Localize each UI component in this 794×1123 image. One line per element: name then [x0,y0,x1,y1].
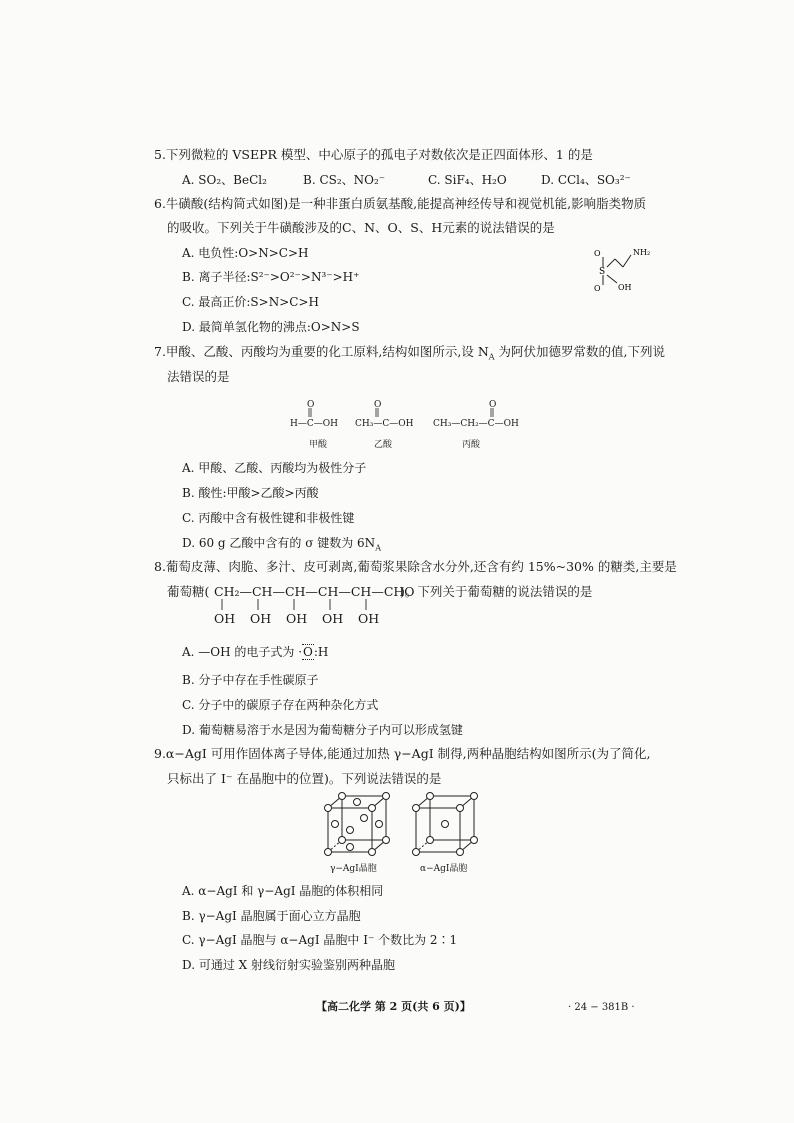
q8-option-c: C. 分子中的碳原子存在两种杂化方式 [182,698,379,712]
glucose-chain: CH₂—CH—CH—CH—CH—CHO [214,584,415,599]
glucose-oh-1: OH [214,611,236,626]
q7-option-a: A. 甲酸、乙酸、丙酸均为极性分子 [182,461,367,475]
q8-stem-line1: 8.葡萄皮薄、肉脆、多汁、皮可剥离,葡萄浆果除含水分外,还含有约 15%~30% 的糖类,主要是 [154,559,677,574]
taurine-oh-label: OH [618,283,632,292]
q5-option-a: A. SO₂、BeCl₂ [182,173,267,187]
page-footer-center: 【高二化学 第 2 页(共 6 页)】 [316,1000,471,1013]
q9-stem-line1: 9.α−AgI 可用作固体离子导体,能通过加热 γ−AgI 制得,两种晶胞结构如图所示(为了简化, [154,746,651,761]
q8-option-d: D. 葡萄糖易溶于水是因为葡萄糖分子内可以形成氢键 [182,723,463,737]
formic-acid-name: 甲酸 [309,440,328,450]
q6-option-c: C. 最高正价:S>N>C>H [182,295,319,309]
q5-option-b: B. CS₂、NO₂⁻ [303,173,386,187]
q8-option-a-oxygen: O [303,645,313,659]
q7-stem-tail: 为阿伏加德罗常数的值,下列说 [494,344,666,359]
glucose-oh-5: OH [358,611,380,626]
taurine-o-bottom-label: O [594,284,601,293]
propionic-acid-name: 丙酸 [462,440,481,450]
propionicacid-o-label: O [489,400,497,410]
glucose-oh-bonds [214,599,374,611]
q7-stem-sub: A [488,352,495,362]
alpha-agi-cell-diagram [410,792,480,856]
q7-stem-line1 [154,345,665,365]
q7-stem-line2: 法错误的是 [167,369,230,384]
q7-stem-text: 7.甲酸、乙酸、丙酸均为重要的化工原料,结构如图所示,设 N [154,344,489,359]
q7-option-d-text: D. 60 g 乙酸中含有的 σ 键数为 6N [182,536,376,550]
q6-option-b: B. 离子半径:S²⁻>O²⁻>N³⁻>H⁺ [182,270,360,284]
taurine-s-label: S [599,267,606,277]
gamma-agi-cell-diagram [322,792,392,856]
q6-stem-line2: 的吸收。下列关于牛磺酸涉及的C、N、O、S、H元素的说法错误的是 [167,220,555,235]
q8-option-a [182,645,328,659]
q6-option-d: D. 最简单氢化物的沸点:O>N>S [182,320,360,334]
q6-option-a: A. 电负性:O>N>C>H [182,246,309,260]
taurine-o-top-label: O [594,249,601,258]
aceticacid-o-label: O [374,400,382,410]
q8-option-b: B. 分子中存在手性碳原子 [182,673,319,687]
acetic-acid-formula: CH₃—C—OH [355,419,414,429]
q9-option-a: A. α−AgI 和 γ−AgI 晶胞的体积相同 [182,884,384,898]
taurine-structure-figure [585,240,665,295]
q5-option-c: C. SiF₄、H₂O [428,173,507,187]
q7-option-d [182,536,381,555]
q5-option-d: D. CCl₄、SO₃²⁻ [541,173,631,187]
propionic-acid-formula: CH₃—CH₂—C—OH [433,419,519,429]
formic-acid-formula: H—C—OH [290,419,338,429]
formacid-o-label: O [307,400,315,410]
q9-stem-line2: 只标出了 I⁻ 在晶胞中的位置)。下列说法错误的是 [167,771,442,786]
q9-option-b: B. γ−AgI 晶胞属于面心立方晶胞 [182,909,361,923]
glucose-oh-4: OH [322,611,344,626]
q8-option-a-text: A. —OH 的电子式为 · [182,645,303,659]
q9-option-c: C. γ−AgI 晶胞与 α−AgI 晶胞中 I⁻ 个数比为 2∶1 [182,933,458,947]
q8-option-a-tail: :H [313,645,329,659]
q6-stem-line1: 6.牛磺酸(结构简式如图)是一种非蛋白质氨基酸,能提高神经传导和视觉机能,影响脂类物质 [154,196,647,211]
q7-option-b: B. 酸性:甲酸>乙酸>丙酸 [182,486,319,500]
taurine-nh2-label: NH₂ [633,248,651,257]
alpha-agi-caption: α−AgI晶胞 [420,864,468,874]
q8-stem-line2-tail: )。下列关于葡萄糖的说法错误的是 [400,584,593,599]
q8-stem-line2-start: 葡萄糖( [167,584,210,599]
q7-option-c: C. 丙酸中含有极性键和非极性键 [182,511,355,525]
q9-option-d: D. 可通过 X 射线衍射实验鉴别两种晶胞 [182,958,395,972]
glucose-oh-3: OH [286,611,308,626]
page-footer-code: · 24 − 381B · [568,1002,635,1013]
acetic-acid-name: 乙酸 [374,440,393,450]
gamma-agi-caption: γ−AgI晶胞 [330,864,377,874]
q5-stem: 5.下列微粒的 VSEPR 模型、中心原子的孤电子对数依次是正四面体形、1 的是 [154,147,593,162]
q7-option-d-sub: A [375,543,381,553]
glucose-oh-2: OH [250,611,272,626]
